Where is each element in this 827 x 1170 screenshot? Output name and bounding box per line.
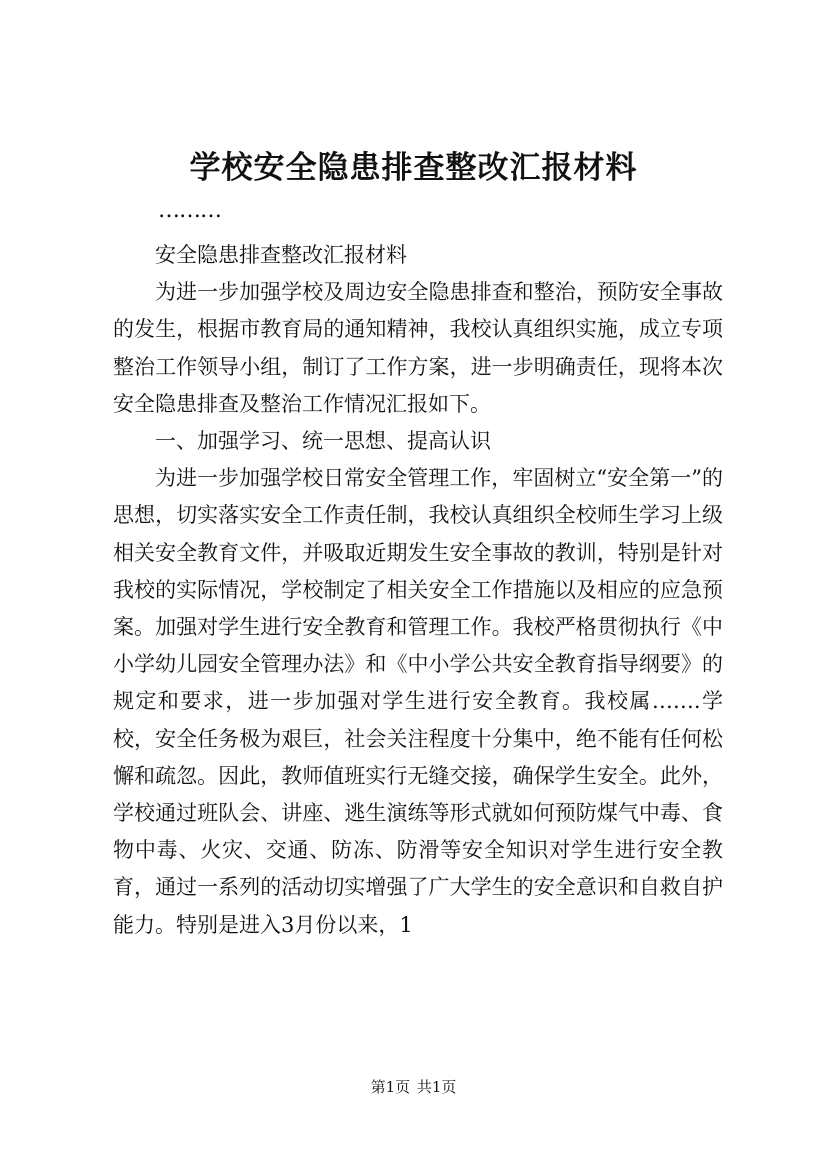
section-heading: 一、加强学习、统一思想、提高认识 bbox=[155, 429, 491, 454]
section-paragraph: 为进一步加强学校日常安全管理工作，牢固树立“安全第一”的思想，切实落实安全工作责任制，我校认真组织全校师生学习上级相关安全教育文件，并吸取近期发生安全事故的教训，特别是针对我校的实际情况，学校制定了相关安全工作措施以及相应的应急预案。加强对学生进行安全教育和管理工作。我校严格贯彻执行《中小学幼儿园安全管理办法》和《中小学公共安全教育指导纲要》的规定和要求，进一步加强对学生进行安全教育。我校属…….学校，安全任务极为艰巨，社会关注程度十分集中，绝不能有任何松懈和疏忽。因此，教师值班实行无缝交接，确保学生安全。此外，学校通过班队会、讲座、逃生演练等形式就如何预防煤气中毒、食物中毒、火灾、交通、防冻、防滑等安全知识对学生进行安全教育，通过一系列的活动切实增强了广大学生的安全意识和自救自护能力。特别是进入3月份以来，1 bbox=[113, 466, 723, 937]
page-footer bbox=[0, 1076, 827, 1098]
ellipsis-line: ……… bbox=[158, 198, 221, 223]
page-total: 共1页 bbox=[416, 1078, 457, 1096]
document-body bbox=[113, 237, 723, 944]
document-title: 学校安全隐患排查整改汇报材料 bbox=[189, 150, 638, 186]
page-number: 第1页 bbox=[370, 1078, 411, 1096]
subtitle-paragraph: 安全隐患排查整改汇报材料 bbox=[155, 243, 407, 267]
intro-paragraph: 为进一步加强学校及周边安全隐患排查和整治，预防安全事故的发生，根据市教育局的通知精神，我校认真组织实施，成立专项整治工作领导小组，制订了工作方案，进一步明确责任，现将本次安全隐患排查及整治工作情况汇报如下。 bbox=[113, 280, 723, 416]
